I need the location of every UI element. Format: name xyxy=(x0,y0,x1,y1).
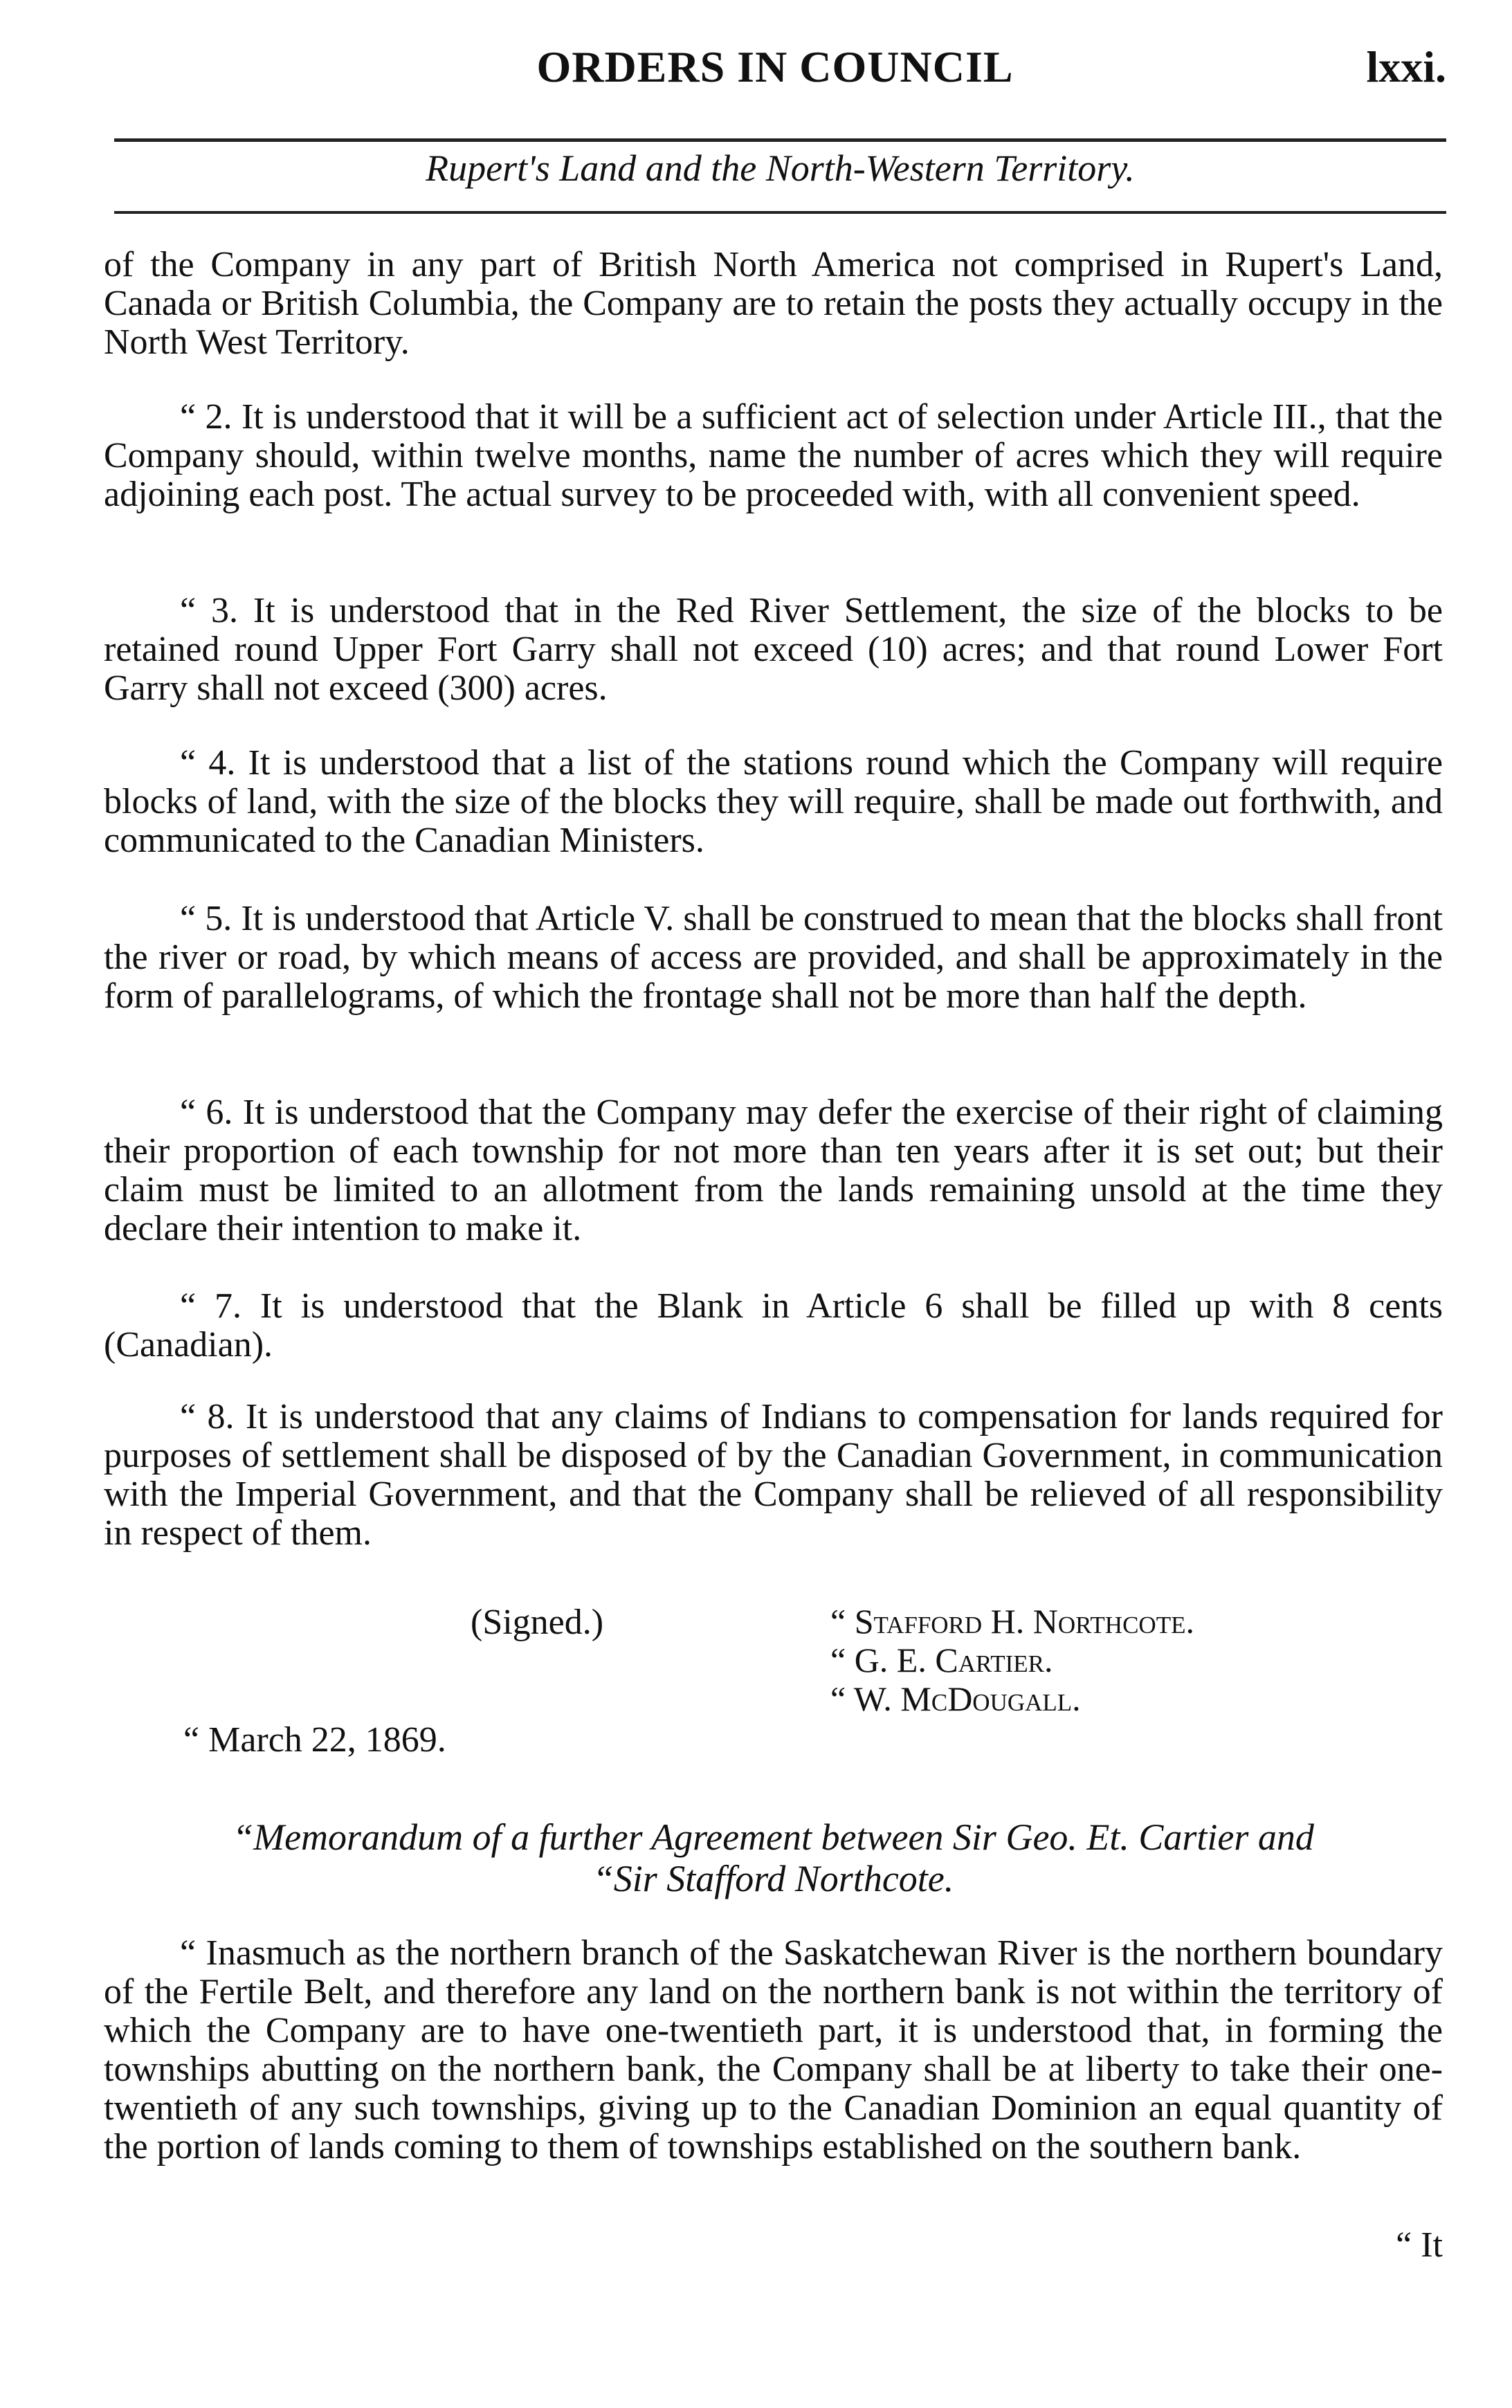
paragraph-continuation xyxy=(104,246,1443,362)
paragraph-text: “ 2. It is understood that it will be a sufficient act of selection under Article III., that the Company should, within twelve months, name the number of acres which they will require adjoining each post. The actual survey to be proceeded with, with all convenient speed. xyxy=(104,397,1443,514)
clause-2 xyxy=(104,398,1443,514)
memorandum-title xyxy=(104,1816,1443,1899)
memorandum-title-line: “Sir Stafford Northcote. xyxy=(592,1858,954,1899)
running-title: ORDERS IN COUNCIL xyxy=(536,42,1014,91)
signed-label: (Signed.) xyxy=(471,1603,604,1642)
header-rule-top xyxy=(114,138,1446,142)
date-line: “ March 22, 1869. xyxy=(183,1720,446,1760)
signatory-name: “ Stafford H. Northcote. xyxy=(830,1602,1194,1641)
clause-4 xyxy=(104,744,1443,860)
header-rule-bottom xyxy=(114,211,1446,214)
clause-5 xyxy=(104,900,1443,1016)
paragraph-text: “ 7. It is understood that the Blank in Article 6 shall be filled up with 8 cents (Canadian). xyxy=(104,1286,1443,1365)
clause-6 xyxy=(104,1093,1443,1248)
paragraph-text: “ 4. It is understood that a list of the stations round which the Company will require blocks of land, with the size of the blocks they will require, shall be made out forthwith, and communicated to the Canadian Ministers. xyxy=(104,743,1443,860)
signature-block xyxy=(830,1602,1194,1718)
paragraph-text: “ 6. It is understood that the Company may defer the exercise of their right of claiming their proportion of each township for not more than ten years after it is set out; but their claim must be limited to an allotment from the lands remaining unsold at the time they declare their intention to make it. xyxy=(104,1093,1443,1248)
clause-8 xyxy=(104,1398,1443,1553)
paragraph-text: of the Company in any part of British North America not comprised in Rupert's Land, Canada or British Columbia, the Company are to retain the posts they actually occupy in the North West Territory. xyxy=(104,245,1443,362)
memorandum-body xyxy=(104,1934,1443,2167)
memorandum-title-line: “Memorandum of a further Agreement between Sir Geo. Et. Cartier and xyxy=(233,1816,1314,1858)
section-title: Rupert's Land and the North-Western Territory. xyxy=(426,147,1135,189)
catchword: “ It xyxy=(1396,2225,1443,2265)
signatory-name: “ G. E. Cartier. xyxy=(830,1641,1053,1679)
paragraph-text: “ 5. It is understood that Article V. shall be construed to mean that the blocks shall front the river or road, by which means of access are provided, and shall be approximately in the form of parallelograms, of which the frontage shall not be more than half the depth. xyxy=(104,899,1443,1016)
running-head xyxy=(104,42,1446,104)
clause-3 xyxy=(104,592,1443,708)
page-number: lxxi. xyxy=(1366,42,1446,91)
paragraph-text: “ Inasmuch as the northern branch of the Saskatchewan River is the northern boundary of the Fertile Belt, and therefore any land on the northern bank is not within the territory of which the Company are to have one-twentieth part, it is understood that, in forming the townships abutting on the northern bank, the Company shall be at liberty to take their one-twentieth of any such townships, giving up to the Canadian Dominion an equal quantity of the portion of lands coming to them of townships established on the southern bank. xyxy=(104,1933,1443,2167)
paragraph-text: “ 3. It is understood that in the Red River Settlement, the size of the blocks to be retained round Upper Fort Garry shall not exceed (10) acres; and that round Lower Fort Garry shall not exceed (300) acres. xyxy=(104,591,1443,708)
paragraph-text: “ 8. It is understood that any claims of Indians to compensation for lands required for purposes of settlement shall be disposed of by the Canadian Government, in communication with the Imperial Government, and that the Company shall be relieved of all responsibility in respect of them. xyxy=(104,1397,1443,1553)
signatory-name: “ W. McDougall. xyxy=(830,1679,1081,1718)
clause-7 xyxy=(104,1287,1443,1365)
